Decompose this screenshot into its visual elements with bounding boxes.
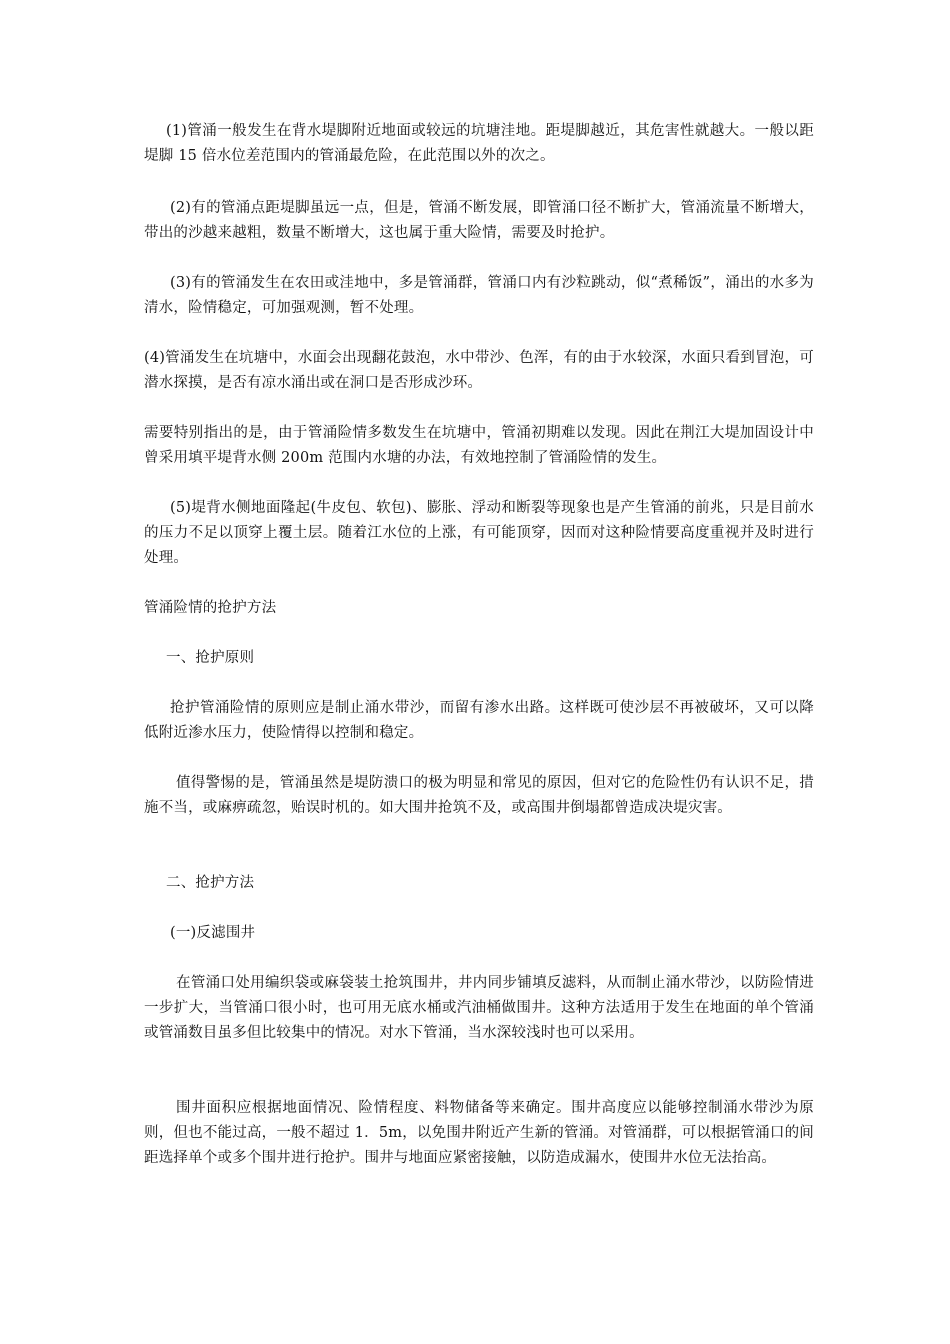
heading-filter-well: (一)反滤围井 (170, 925, 256, 941)
paragraph-5: 需要特别指出的是，由于管涌险情多数发生在坑塘中，管涌初期难以发现。因此在荆江大堤加固设计中曾采用填平堤背水侧 200m 范围内水塘的办法，有效地控制了管涌险情的发生。 (144, 425, 814, 466)
paragraph-warning: 值得警惕的是，管涌虽然是堤防溃口的极为明显和常见的原因，但对它的危险性仍有认识不足，措施不当，或麻痹疏忽，贻误时机的。如大围井抢筑不及，或高围井倒塌都曾造成决堤灾害。 (144, 775, 814, 816)
paragraph-4: (4)管涌发生在坑塘中，水面会出现翻花鼓泡，水中带沙、色浑，有的由于水较深，水面只看到冒泡，可潜水探摸，是否有凉水涌出或在洞口是否形成沙环。 (144, 350, 814, 391)
paragraph-filter-well: 在管涌口处用编织袋或麻袋装土抢筑围井，井内同步铺填反滤料，从而制止涌水带沙，以防险情进一步扩大，当管涌口很小时，也可用无底水桶或汽油桶做围井。这种方法适用于发生在地面的单个管涌或管涌数目虽多但比较集中的情况。对水下管涌，当水深较浅时也可以采用。 (144, 975, 814, 1041)
paragraph-6: (5)堤背水侧地面隆起(牛皮包、软包)、膨胀、浮动和断裂等现象也是产生管涌的前兆，只是目前水的压力不足以顶穿上覆土层。随着江水位的上涨，有可能顶穿，因而对这种险情要高度重视并及时进行处理。 (144, 500, 814, 566)
paragraph-well-area: 围井面积应根据地面情况、险情程度、料物储备等来确定。围井高度应以能够控制涌水带沙为原则，但也不能过高，一般不超过 1．5m，以免围井附近产生新的管涌。对管涌群，可以根据管涌口的间距选择单个或多个围井进行抢护。围井与地面应紧密接触，以防造成漏水，使围井水位无法抬高。 (144, 1100, 814, 1166)
section-title: 管涌险情的抢护方法 (144, 600, 277, 616)
paragraph-3: (3)有的管涌发生在农田或洼地中，多是管涌群，管涌口内有沙粒跳动，似“煮稀饭”，涌出的水多为清水，险情稳定，可加强观测，暂不处理。 (144, 275, 814, 316)
heading-methods: 二、抢护方法 (166, 875, 255, 891)
paragraph-1: (1)管涌一般发生在背水堤脚附近地面或较远的坑塘洼地。距堤脚越近，其危害性就越大。一般以距堤脚 15 倍水位差范围内的管涌最危险，在此范围以外的次之。 (144, 123, 814, 164)
heading-principle: 一、抢护原则 (166, 650, 255, 666)
paragraph-principle: 抢护管涌险情的原则应是制止涌水带沙，而留有渗水出路。这样既可使沙层不再被破坏，又可以降低附近渗水压力，使险情得以控制和稳定。 (144, 700, 814, 741)
paragraph-2: (2)有的管涌点距堤脚虽远一点，但是，管涌不断发展，即管涌口径不断扩大，管涌流量不断增大，带出的沙越来越粗，数量不断增大，这也属于重大险情，需要及时抢护。 (144, 200, 814, 241)
